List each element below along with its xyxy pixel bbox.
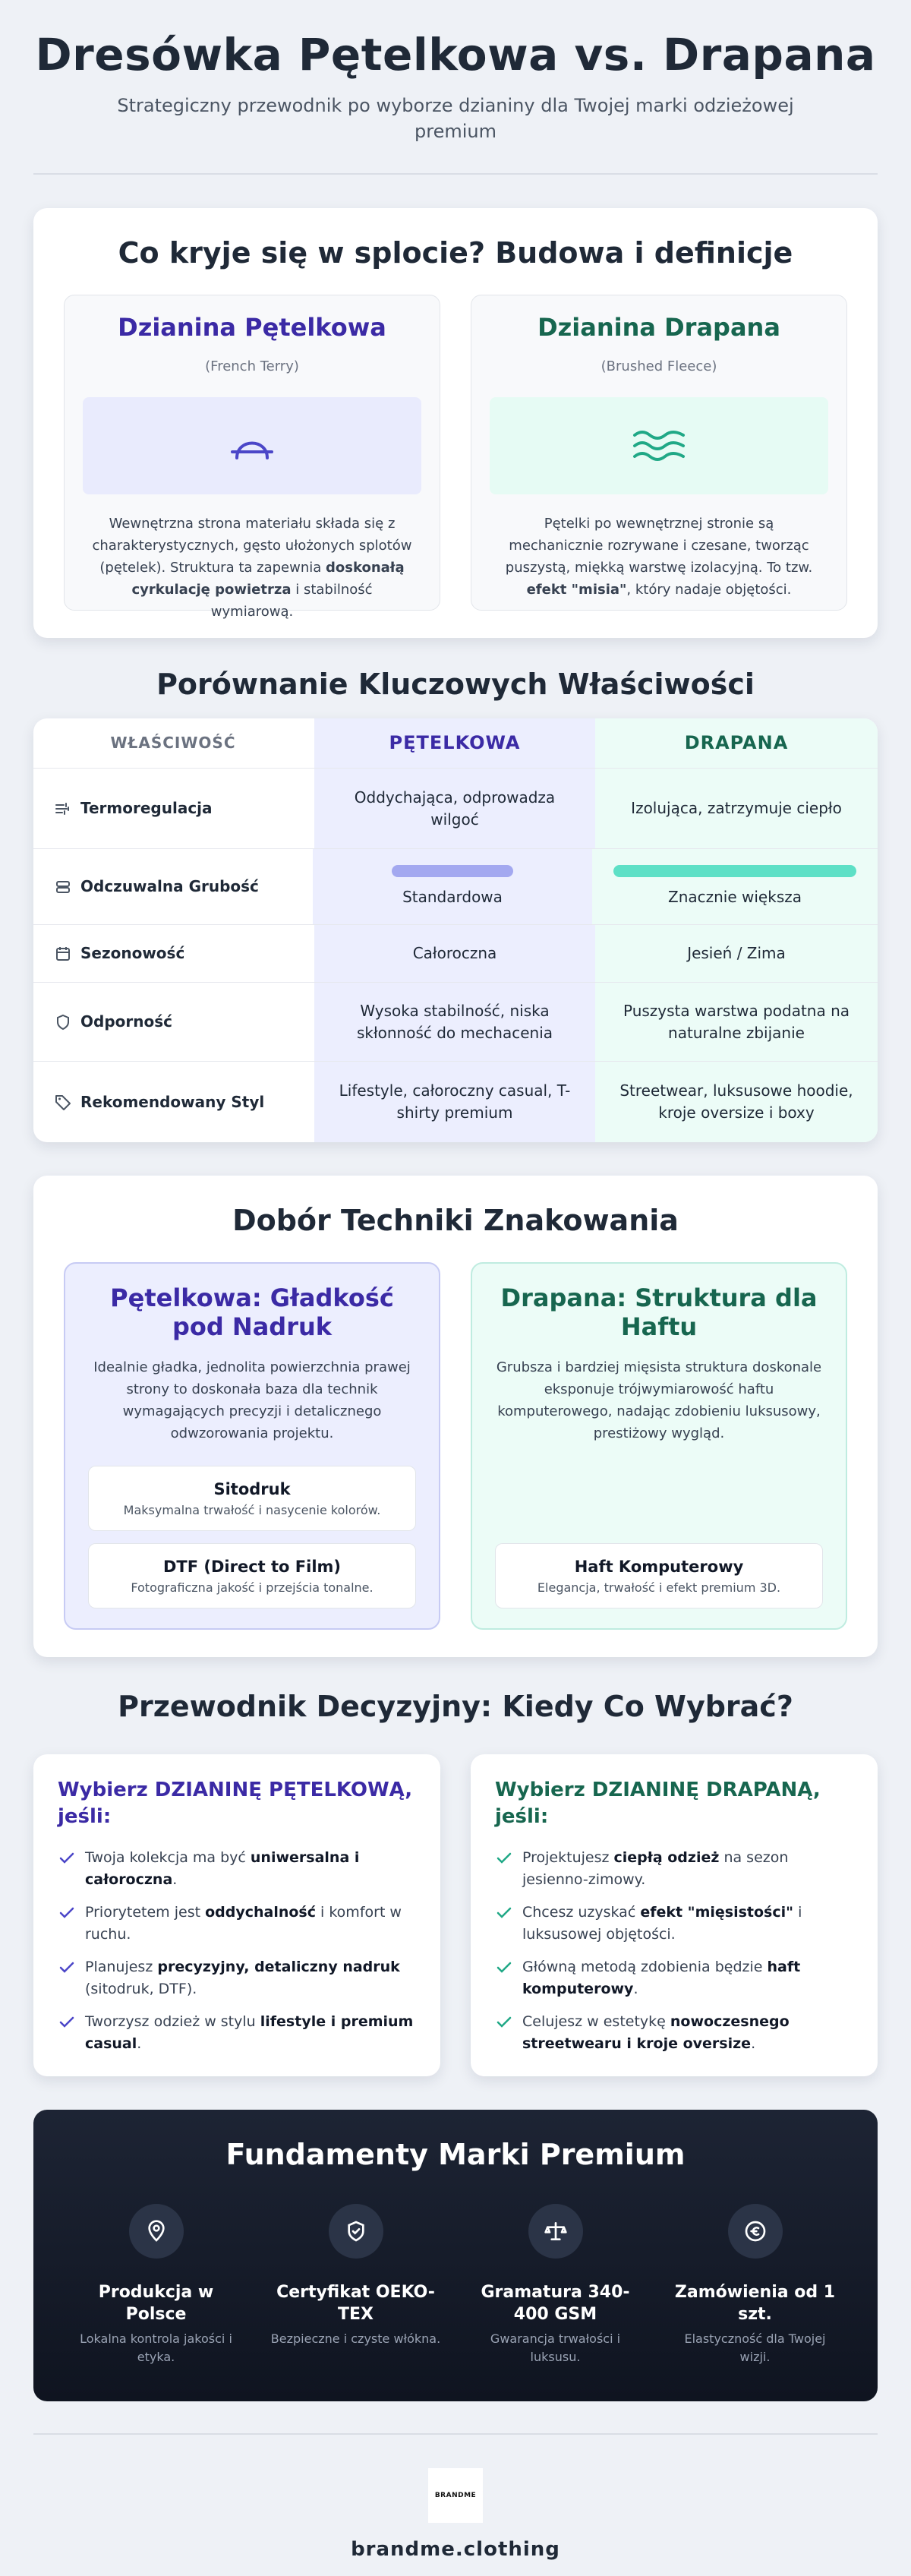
- feature-item: [256, 2204, 456, 2366]
- list-item: Projektujesz ciepłą odzież na sezon jesienno-zimowy.: [495, 1847, 853, 1891]
- check-icon: [495, 1904, 513, 1922]
- table-header-property: WŁAŚCIWOŚĆ: [110, 734, 236, 752]
- definition-petelkowa-card: [64, 295, 440, 620]
- method-card: [495, 1543, 823, 1608]
- thickness-bar-drapana: [613, 865, 856, 877]
- definition-petelkowa-name: Dzianina Pętelkowa: [118, 313, 386, 342]
- method-name: Sitodruk: [213, 1479, 291, 1498]
- check-icon: [495, 1959, 513, 1977]
- list-item: Tworzysz odzież w stylu lifestyle i premium casual.: [58, 2011, 416, 2055]
- scale-icon: [528, 2204, 583, 2259]
- feature-item: [456, 2204, 655, 2366]
- comparison-title: Porównanie Kluczowych Właściwości: [156, 668, 755, 701]
- guide-drapana-card: [471, 1754, 878, 2076]
- definition-drapana-name: Dzianina Drapana: [537, 313, 780, 342]
- check-icon: [58, 1959, 76, 1977]
- brand-logo: BRANDME: [428, 2468, 483, 2523]
- method-desc: Maksymalna trwałość i nasycenie kolorów.: [123, 1502, 381, 1517]
- hero-header: [33, 0, 878, 144]
- definition-petelkowa-icon-box: [83, 397, 421, 494]
- feature-item: [56, 2204, 256, 2366]
- method-name: DTF (Direct to Film): [162, 1557, 342, 1576]
- feature-desc: Elastyczność dla Twojej wizji.: [684, 2331, 826, 2364]
- currency-icon: [728, 2204, 783, 2259]
- guide-petelkowa-card: [33, 1754, 440, 2076]
- definition-petelkowa-desc: Wewnętrzna strona materiału składa się z charakterystycznych, gęsto ułożonych splotów (pętelek). Struktura ta zapewnia doskonałą cyrkulację powietrza i stabilność wymiarową.: [92, 516, 412, 620]
- list-item: Twoja kolekcja ma być uniwersalna i całoroczna.: [58, 1847, 416, 1891]
- definitions-section: [33, 208, 878, 638]
- cell-drapana: Jesień / Zima: [595, 925, 878, 982]
- method-desc: Elegancja, trwałość i efekt premium 3D.: [537, 1580, 781, 1595]
- location-pin-icon: [129, 2204, 184, 2259]
- waves-icon: [632, 426, 686, 466]
- table-row: [33, 1062, 878, 1142]
- check-icon: [58, 1904, 76, 1922]
- table-header-row: [33, 718, 878, 769]
- feature-title: Produkcja w Polsce: [98, 2283, 214, 2324]
- cell-petelkowa: Wysoka stabilność, niska skłonność do mechacenia: [314, 983, 595, 1061]
- foundations-section: [33, 2110, 878, 2401]
- definition-drapana-desc: Pętelki po wewnętrznej stronie są mechanicznie rozrywane i czesane, tworząc puszystą, miękką warstwę izolacyjną. To tzw. efekt "misia", który nadaje objętości.: [505, 516, 813, 598]
- feature-desc: Gwarancja trwałości i luksusu.: [490, 2331, 621, 2364]
- definition-drapana-sub: (Brushed Fleece): [601, 358, 717, 374]
- method-card: [88, 1466, 416, 1531]
- row-label: Odporność: [33, 983, 314, 1061]
- foundations-title: Fundamenty Marki Premium: [225, 2138, 686, 2171]
- page-title: Dresówka Pętelkowa vs. Drapana: [35, 29, 876, 80]
- page-subtitle: Strategiczny przewodnik po wyborze dzianiny dla Twojej marki odzieżowej premium: [117, 95, 794, 142]
- definitions-title: Co kryje się w splocie? Budowa i definicje: [118, 236, 793, 270]
- technique-petelkowa-title: Pętelkowa: Gładkość pod Nadruk: [110, 1283, 394, 1341]
- check-icon: [58, 1849, 76, 1867]
- technique-petelkowa-desc: Idealnie gładka, jednolita powierzchnia prawej strony to doskonała baza dla technik wymagających precyzji i detalicznego odwzorowania projektu.: [93, 1359, 411, 1441]
- guide-drapana-heading: Wybierz DZIANINĘ DRAPANĄ, jeśli:: [495, 1779, 821, 1828]
- row-label: Odczuwalna Grubość: [33, 849, 313, 924]
- footer: [33, 2433, 878, 2561]
- method-card: [88, 1543, 416, 1608]
- cell-drapana: Izolująca, zatrzymuje ciepło: [595, 769, 878, 848]
- definition-petelkowa-sub: (French Terry): [205, 358, 299, 374]
- feature-title: Zamówienia od 1 szt.: [674, 2283, 836, 2324]
- cell-drapana: Znacznie większa: [592, 849, 878, 924]
- table-row: [33, 849, 878, 925]
- site-link[interactable]: brandme.clothing: [351, 2538, 560, 2561]
- feature-item: [655, 2204, 855, 2366]
- cell-petelkowa: Całoroczna: [314, 925, 595, 982]
- technique-drapana-title: Drapana: Struktura dla Haftu: [500, 1283, 818, 1341]
- table-row: [33, 925, 878, 983]
- row-label: Termoregulacja: [33, 769, 314, 848]
- thickness-bar-petelkowa: [392, 865, 513, 877]
- tag-icon: [53, 1092, 73, 1112]
- list-item: Chcesz uzyskać efekt "mięsistości" i luksusowej objętości.: [495, 1902, 853, 1946]
- feature-desc: Lokalna kontrola jakości i etyka.: [80, 2331, 232, 2364]
- techniques-title: Dobór Techniki Znakowania: [232, 1204, 679, 1237]
- cell-petelkowa: Standardowa: [313, 849, 592, 924]
- table-row: [33, 983, 878, 1062]
- cell-petelkowa: Oddychająca, odprowadza wilgoć: [314, 769, 595, 848]
- technique-drapana-card: [471, 1262, 847, 1630]
- check-icon: [495, 1849, 513, 1867]
- row-label: Rekomendowany Styl: [33, 1062, 314, 1142]
- comparison-table: [33, 718, 878, 1142]
- feature-title: Gramatura 340-400 GSM: [481, 2283, 630, 2324]
- row-label: Sezonowość: [33, 925, 314, 982]
- feature-desc: Bezpieczne i czyste włókna.: [270, 2331, 441, 2346]
- layers-icon: [53, 877, 73, 897]
- table-header-drapana: DRAPANA: [595, 718, 878, 768]
- list-item: Główną metodą zdobienia będzie haft komputerowy.: [495, 1956, 853, 2000]
- definition-drapana-card: [471, 295, 847, 611]
- technique-drapana-desc: Grubsza i bardziej mięsista struktura doskonale eksponuje trójwymiarowość haftu komputerowego, nadając zdobieniu luksusowy, prestiżowy wygląd.: [496, 1359, 822, 1441]
- guide-title: Przewodnik Decyzyjny: Kiedy Co Wybrać?: [118, 1690, 793, 1723]
- techniques-section: [33, 1176, 878, 1657]
- cell-drapana: Puszysta warstwa podatna na naturalne zbijanie: [595, 983, 878, 1061]
- check-icon: [58, 2013, 76, 2031]
- loop-icon: [229, 429, 275, 462]
- guide-petelkowa-heading: Wybierz DZIANINĘ PĘTELKOWĄ, jeśli:: [58, 1779, 413, 1828]
- definition-drapana-icon-box: [490, 397, 828, 494]
- check-icon: [495, 2013, 513, 2031]
- method-desc: Fotograficzna jakość i przejścia tonalne.: [131, 1580, 374, 1595]
- technique-petelkowa-card: [64, 1262, 440, 1630]
- cell-petelkowa: Lifestyle, całoroczny casual, T-shirty premium: [314, 1062, 595, 1142]
- list-item: Celujesz w estetykę nowoczesnego streetwearu i kroje oversize.: [495, 2011, 853, 2055]
- table-header-petelkowa: PĘTELKOWA: [314, 718, 595, 768]
- cell-drapana: Streetwear, luksusowe hoodie, kroje oversize i boxy: [595, 1062, 878, 1142]
- method-name: Haft Komputerowy: [574, 1557, 744, 1576]
- shield-icon: [53, 1012, 73, 1032]
- sliders-icon: [53, 799, 73, 819]
- list-item: Priorytetem jest oddychalność i komfort w ruchu.: [58, 1902, 416, 1946]
- calendar-icon: [53, 944, 73, 964]
- table-row: [33, 769, 878, 849]
- feature-title: Certyfikat OEKO-TEX: [276, 2283, 435, 2324]
- shield-check-icon: [329, 2204, 383, 2259]
- list-item: Planujesz precyzyjny, detaliczny nadruk (sitodruk, DTF).: [58, 1956, 416, 2000]
- divider: [33, 173, 878, 175]
